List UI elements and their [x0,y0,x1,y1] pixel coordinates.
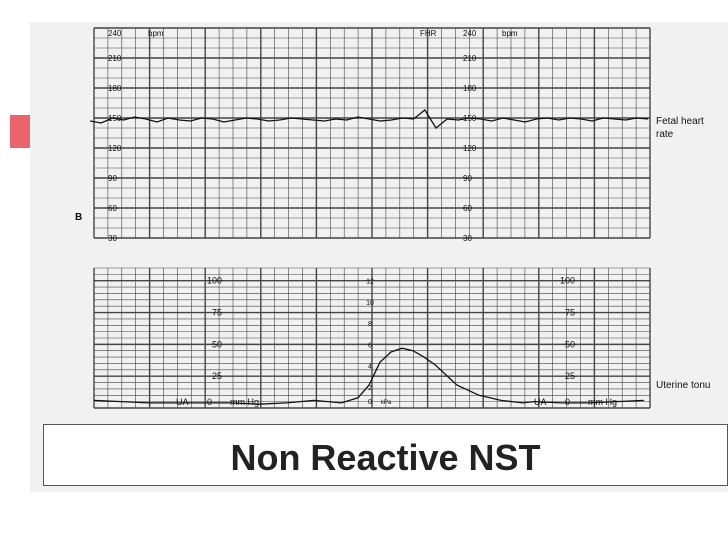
kpa-tick-label: 2 [368,384,372,392]
kpa-unit-label: kPa [380,400,392,406]
ua-tick-label-right: 50 [564,339,575,350]
kpa-tick-label: 12 [366,278,374,286]
fhr-tick-label-right: 30 [463,234,472,243]
fhr-tick-label-right: 210 [463,54,477,63]
fhr-trace-line [90,110,648,128]
panel-letter: B [75,212,83,223]
kpa-tick-label: 10 [366,299,374,307]
caption-box [43,424,728,486]
ua-footer-ua-left: UA [176,397,189,407]
fhr-header-bpm-right: bpm [502,29,518,38]
ua-tick-label-left: 75 [211,307,222,318]
fhr-header-240-right: 240 [463,29,477,38]
fhr-trace-label-line1: Fetal heart [656,116,704,127]
uterine-trace-label: Uterine tonu [656,380,711,391]
ua-footer-ua-right: UA [534,397,547,407]
uterine-grid [94,268,650,408]
fhr-trace-label-line2: rate [656,129,674,140]
fhr-tick-label-left: 60 [108,204,117,213]
fhr-tick-label-left: 180 [108,84,122,93]
fhr-tick-label-right: 180 [463,84,477,93]
fhr-tick-label-left: 120 [108,144,122,153]
fhr-tick-label-right: 150 [463,114,477,123]
kpa-zero-label: 0 [368,399,372,406]
fhr-header-240-left: 240 [108,29,122,38]
ua-tick-label-left: 25 [211,371,222,382]
ua-tick-label-right: 100 [559,275,575,286]
ua-footer-zero-left: 0 [207,397,213,407]
ua-footer-unit-left: mm Hg [230,397,259,407]
fhr-tick-label-right: 60 [463,204,472,213]
kpa-tick-label: 8 [368,321,372,329]
fhr-header-fhr: FHR [420,29,437,38]
fhr-grid [94,28,650,238]
ua-tick-label-right: 75 [564,307,575,318]
fhr-tick-label-left: 90 [108,174,117,183]
caption-title: Non Reactive NST [230,437,541,478]
kpa-tick-label: 4 [368,363,372,371]
ua-footer-zero-right: 0 [565,397,571,407]
fhr-tick-label-left: 150 [108,114,122,123]
ua-footer-unit-right: mm Hg [588,397,617,407]
fhr-header-bpm-left: bpm [148,29,164,38]
fhr-trace [90,110,648,128]
fhr-tick-label-left: 210 [108,54,122,63]
fhr-tick-label-right: 90 [463,174,472,183]
ua-tick-label-right: 25 [564,371,575,382]
fhr-tick-label-left: 30 [108,234,117,243]
fhr-tick-label-right: 120 [463,144,477,153]
ua-tick-label-left: 100 [206,275,222,286]
ua-tick-label-left: 50 [211,339,222,350]
kpa-tick-label: 6 [368,342,372,350]
